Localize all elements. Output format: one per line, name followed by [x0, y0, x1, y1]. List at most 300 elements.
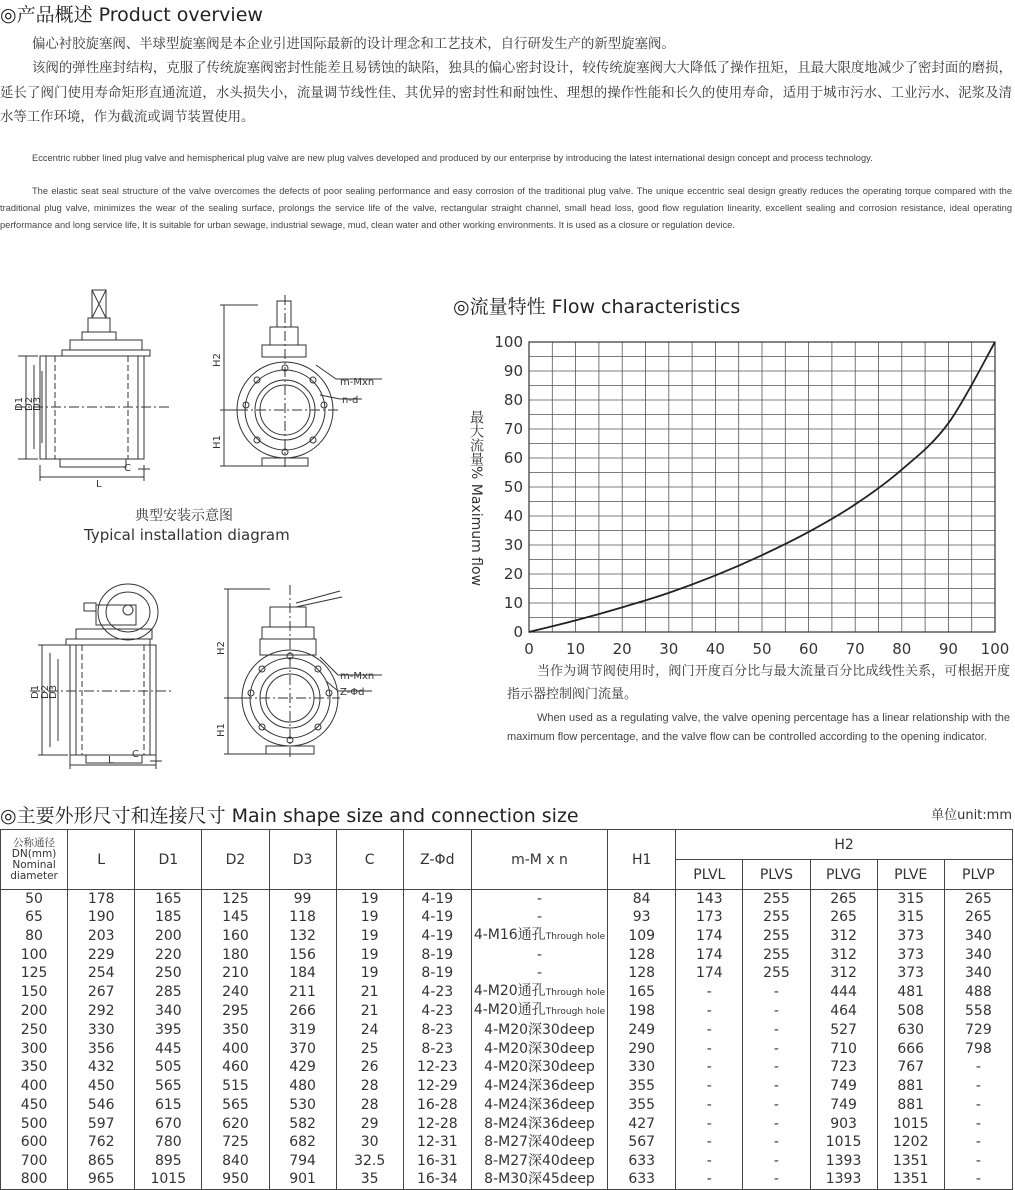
diagram-caption-en: Typical installation diagram	[84, 526, 290, 544]
label-n-d: n-d	[342, 395, 359, 406]
table-row	[1, 1152, 1013, 1171]
cell-z-phi-d: 8-19	[403, 965, 471, 984]
cell-dn: 150	[1, 983, 68, 1002]
cell-L: 267	[68, 983, 135, 1002]
cell-PLVS: 255	[743, 908, 810, 927]
table-row	[1, 890, 1013, 909]
x-tick-label: 10	[566, 640, 586, 658]
cell-D3: 682	[269, 1133, 336, 1152]
cell-D2: 725	[202, 1133, 269, 1152]
label-C: C	[124, 463, 131, 474]
header-D1: D1	[135, 830, 202, 890]
cell-dn: 125	[1, 965, 68, 984]
cell-H1: 198	[608, 1002, 676, 1021]
cell-PLVG: 903	[810, 1115, 877, 1134]
header-D2: D2	[202, 830, 269, 890]
cell-D2: 350	[202, 1021, 269, 1040]
cell-PLVL: -	[676, 1152, 743, 1171]
cell-D2: 950	[202, 1171, 269, 1190]
cell-m-M-x-n	[471, 1115, 607, 1134]
cell-PLVL: 143	[676, 890, 743, 909]
header-L: L	[68, 830, 135, 890]
cell-L: 203	[68, 927, 135, 946]
y-tick-label: 70	[503, 420, 523, 438]
cell-PLVS: -	[743, 1133, 810, 1152]
label-D1: D1	[14, 396, 25, 411]
label-D1-bottom: D1	[30, 684, 41, 699]
cell-PLVE: 481	[877, 983, 944, 1002]
cell-PLVL: -	[676, 1115, 743, 1134]
cell-m-M-x-n-text: -	[536, 965, 543, 982]
cell-PLVP: -	[944, 1096, 1012, 1115]
cell-D1: 165	[135, 890, 202, 909]
cell-C: 24	[336, 1021, 403, 1040]
cell-H1: 84	[608, 890, 676, 909]
cell-PLVE: 881	[877, 1077, 944, 1096]
label-H1-bottom: H1	[216, 723, 227, 737]
cell-D1: 220	[135, 946, 202, 965]
cell-z-phi-d: 16-31	[403, 1152, 471, 1171]
valve-side-view-bottom	[30, 584, 172, 769]
cell-PLVS: 255	[743, 927, 810, 946]
label-m-Mxn: m-Mxn	[340, 377, 375, 388]
overview-title: ◎产品概述 Product overview	[0, 4, 263, 26]
cell-PLVE: 1015	[877, 1115, 944, 1134]
cell-dn: 450	[1, 1096, 68, 1115]
cell-PLVL: -	[676, 1077, 743, 1096]
header-dn-en2: diameter	[10, 869, 58, 882]
table-row	[1, 1115, 1013, 1134]
cell-PLVP: 558	[944, 1002, 1012, 1021]
cell-H1: 330	[608, 1059, 676, 1078]
cell-m-M-x-n	[471, 983, 607, 1002]
cell-H1: 249	[608, 1021, 676, 1040]
cell-C: 29	[336, 1115, 403, 1134]
cell-m-M-x-n	[471, 1040, 607, 1059]
cell-PLVL: 174	[676, 965, 743, 984]
header-nominal-diameter	[1, 830, 68, 890]
cell-D3: 184	[269, 965, 336, 984]
cell-m-M-x-n-text: -	[536, 909, 543, 926]
label-H1: H1	[212, 435, 223, 449]
cell-PLVE: 373	[877, 946, 944, 965]
cell-m-M-x-n-text: 4-M24深36deep	[484, 1096, 595, 1113]
x-tick-label: 100	[980, 640, 1010, 658]
cell-m-M-x-n-text: 4-M20深30deep	[484, 1040, 595, 1057]
x-tick-label: 50	[752, 640, 772, 658]
cell-C: 30	[336, 1133, 403, 1152]
cell-PLVS: 255	[743, 965, 810, 984]
header-PLVE: PLVE	[877, 860, 944, 890]
cell-D3: 370	[269, 1040, 336, 1059]
cell-D3: 319	[269, 1021, 336, 1040]
cell-D1: 1015	[135, 1171, 202, 1190]
cell-D2: 180	[202, 946, 269, 965]
label-D2: D2	[24, 396, 35, 411]
cell-H1: 633	[608, 1152, 676, 1171]
cell-dn: 250	[1, 1021, 68, 1040]
label-D2-bottom: D2	[40, 684, 51, 699]
cell-L: 356	[68, 1040, 135, 1059]
cell-PLVE: 1202	[877, 1133, 944, 1152]
cell-D1: 395	[135, 1021, 202, 1040]
x-tick-label: 20	[612, 640, 632, 658]
cell-dn: 300	[1, 1040, 68, 1059]
label-D3: D3	[32, 396, 43, 411]
cell-C: 21	[336, 983, 403, 1002]
x-tick-label: 70	[845, 640, 865, 658]
cell-PLVS: -	[743, 1115, 810, 1134]
cell-L: 597	[68, 1115, 135, 1134]
table-title: ◎主要外形尺寸和连接尺寸 Main shape size and connection size	[0, 805, 579, 827]
table-row	[1, 908, 1013, 927]
cell-m-M-x-n	[471, 1152, 607, 1171]
cell-PLVP: -	[944, 1152, 1012, 1171]
cell-D3: 429	[269, 1059, 336, 1078]
overview-cn-paragraph-2: 该阀的弹性座封结构，克服了传统旋塞阀密封性能差且易锈蚀的缺陷，独具的偏心密封设计，较传统旋塞阀大大降低了操作扭矩，且最大限度地减少了密封面的磨损，延长了阀门使用寿命矩形直通流道，水头损失小，流量调节线性佳、其优异的密封性和耐蚀性、理想的操作性能和长久的使用寿命，适用于城市污水、工业污水、泥浆及清水等工作环境，作为截流或调节装置使用。	[0, 61, 1012, 125]
cell-dn: 700	[1, 1152, 68, 1171]
cell-D3: 901	[269, 1171, 336, 1190]
cell-C: 19	[336, 927, 403, 946]
cell-D1: 505	[135, 1059, 202, 1078]
cell-PLVE: 373	[877, 965, 944, 984]
flow-description-cn: 当作为调节阀使用时，阀门开度百分比与最大流量百分比成线性关系，可根据开度指示器控制阀门流量。	[507, 664, 1010, 702]
y-tick-label: 80	[503, 391, 523, 409]
cell-C: 21	[336, 1002, 403, 1021]
cell-PLVS: -	[743, 1040, 810, 1059]
label-C-bottom: C	[132, 749, 139, 760]
cell-C: 32.5	[336, 1152, 403, 1171]
cell-D2: 460	[202, 1059, 269, 1078]
cell-L: 450	[68, 1077, 135, 1096]
cell-PLVG: 527	[810, 1021, 877, 1040]
cell-D3: 156	[269, 946, 336, 965]
header-dn-cn: 公称通径	[13, 836, 56, 849]
cell-L: 330	[68, 1021, 135, 1040]
cell-m-M-x-n	[471, 1077, 607, 1096]
cell-PLVS: -	[743, 1152, 810, 1171]
x-tick-label: 0	[524, 640, 534, 658]
table-row	[1, 983, 1013, 1002]
cell-C: 19	[336, 965, 403, 984]
table-row	[1, 965, 1013, 984]
x-tick-label: 80	[892, 640, 912, 658]
cell-PLVG: 749	[810, 1096, 877, 1115]
cell-L: 292	[68, 1002, 135, 1021]
label-Z-Phi-d: Z-Φd	[340, 687, 365, 698]
cell-PLVE: 666	[877, 1040, 944, 1059]
cell-m-M-x-n	[471, 908, 607, 927]
table-row	[1, 1059, 1013, 1078]
cell-D1: 340	[135, 1002, 202, 1021]
cell-PLVE: 881	[877, 1096, 944, 1115]
cell-m-M-x-n	[471, 1096, 607, 1115]
y-tick-label: 10	[503, 594, 523, 612]
cell-PLVP: -	[944, 1077, 1012, 1096]
cell-PLVS: -	[743, 1002, 810, 1021]
y-tick-label: 90	[503, 362, 523, 380]
cell-z-phi-d: 12-23	[403, 1059, 471, 1078]
cell-m-M-x-n	[471, 946, 607, 965]
table-row	[1, 927, 1013, 946]
label-H2: H2	[212, 353, 223, 367]
cell-m-M-x-n-text: 4-M20深30deep	[484, 1022, 595, 1039]
cell-PLVG: 265	[810, 908, 877, 927]
label-m-Mxn-bottom: m-Mxn	[340, 671, 375, 682]
cell-C: 28	[336, 1077, 403, 1096]
dimension-table	[0, 829, 1013, 1190]
cell-PLVG: 265	[810, 890, 877, 909]
cell-PLVP: 265	[944, 890, 1012, 909]
cell-H1: 165	[608, 983, 676, 1002]
cell-PLVP: 340	[944, 927, 1012, 946]
cell-H1: 128	[608, 965, 676, 984]
cell-D3: 211	[269, 983, 336, 1002]
cell-m-M-x-n-note: Through hole	[545, 988, 606, 999]
cell-m-M-x-n-text: 8-M27深40deep	[484, 1134, 595, 1151]
cell-D1: 185	[135, 908, 202, 927]
cell-PLVP: 340	[944, 965, 1012, 984]
cell-z-phi-d: 4-19	[403, 927, 471, 946]
cell-C: 35	[336, 1171, 403, 1190]
cell-D2: 295	[202, 1002, 269, 1021]
cell-D1: 445	[135, 1040, 202, 1059]
cell-m-M-x-n	[471, 1171, 607, 1190]
cell-PLVS: -	[743, 983, 810, 1002]
cell-dn: 600	[1, 1133, 68, 1152]
cell-C: 28	[336, 1096, 403, 1115]
cell-z-phi-d: 4-23	[403, 1002, 471, 1021]
header-H2: H2	[676, 830, 1013, 860]
cell-D3: 266	[269, 1002, 336, 1021]
header-dn-en1: Nominal	[12, 858, 56, 871]
cell-PLVP: 798	[944, 1040, 1012, 1059]
cell-D1: 250	[135, 965, 202, 984]
cell-m-M-x-n-text: 8-M30深45deep	[484, 1171, 595, 1188]
header-PLVG: PLVG	[810, 860, 877, 890]
cell-D2: 145	[202, 908, 269, 927]
cell-PLVG: 749	[810, 1077, 877, 1096]
cell-dn: 800	[1, 1171, 68, 1190]
cell-m-M-x-n	[471, 1021, 607, 1040]
cell-PLVE: 508	[877, 1002, 944, 1021]
cell-PLVE: 767	[877, 1059, 944, 1078]
cell-m-M-x-n	[471, 1133, 607, 1152]
header-dn-mm: DN(mm)	[11, 847, 57, 860]
cell-H1: 355	[608, 1077, 676, 1096]
cell-PLVG: 1393	[810, 1152, 877, 1171]
cell-m-M-x-n	[471, 965, 607, 984]
cell-PLVL: -	[676, 983, 743, 1002]
cell-H1: 109	[608, 927, 676, 946]
cell-PLVL: -	[676, 1171, 743, 1190]
overview-en-paragraph-1: Eccentric rubber lined plug valve and hemispherical plug valve are new plug valves developed and produced by our enterprise by introducing the latest international design concept and process technology.	[32, 153, 873, 163]
cell-D2: 160	[202, 927, 269, 946]
cell-PLVE: 373	[877, 927, 944, 946]
cell-PLVS: 255	[743, 890, 810, 909]
cell-PLVL: 173	[676, 908, 743, 927]
x-tick-label: 60	[799, 640, 819, 658]
x-tick-label: 90	[938, 640, 958, 658]
cell-PLVG: 312	[810, 927, 877, 946]
cell-dn: 500	[1, 1115, 68, 1134]
cell-PLVG: 464	[810, 1002, 877, 1021]
cell-L: 965	[68, 1171, 135, 1190]
cell-m-M-x-n	[471, 927, 607, 946]
x-tick-label: 40	[705, 640, 725, 658]
table-row	[1, 1021, 1013, 1040]
header-PLVL: PLVL	[676, 860, 743, 890]
cell-C: 19	[336, 890, 403, 909]
cell-D2: 240	[202, 983, 269, 1002]
cell-dn: 80	[1, 927, 68, 946]
cell-m-M-x-n	[471, 1059, 607, 1078]
cell-dn: 350	[1, 1059, 68, 1078]
cell-D3: 794	[269, 1152, 336, 1171]
cell-D1: 200	[135, 927, 202, 946]
table-row	[1, 1171, 1013, 1190]
cell-D2: 400	[202, 1040, 269, 1059]
cell-PLVS: -	[743, 1096, 810, 1115]
table-row	[1, 1133, 1013, 1152]
cell-D1: 615	[135, 1096, 202, 1115]
cell-L: 546	[68, 1096, 135, 1115]
cell-z-phi-d: 4-19	[403, 908, 471, 927]
y-tick-label: 100	[494, 333, 523, 351]
cell-m-M-x-n-text: 4-M20通孔	[473, 983, 546, 1000]
y-tick-label: 40	[503, 507, 523, 525]
cell-PLVL: -	[676, 1021, 743, 1040]
cell-D1: 780	[135, 1133, 202, 1152]
cell-PLVP: -	[944, 1171, 1012, 1190]
cell-PLVS: -	[743, 1171, 810, 1190]
cell-D2: 840	[202, 1152, 269, 1171]
cell-dn: 65	[1, 908, 68, 927]
cell-PLVP: 729	[944, 1021, 1012, 1040]
unit-label: 单位unit:mm	[931, 808, 1012, 823]
cell-PLVG: 444	[810, 983, 877, 1002]
cell-PLVS: -	[743, 1059, 810, 1078]
overview-en-paragraph-2: The elastic seat seal structure of the valve overcomes the defects of poor sealing performance and easy corrosion of the traditional plug valve. The unique eccentric seal design greatly reduces the operating torque compared with the traditional plug valve, minimizes the wear of the sealing surface, prolongs the service life of the valve, rectangular straight channel, small head loss, good flow regulation linearity, excellent sealing and corrosion resistance, ideal operating performance and long service life, It is suitable for urban sewage, industrial sewage, mud, clean water and other working environments. It is used as a closure or regulation device.	[0, 186, 1012, 230]
cell-D2: 210	[202, 965, 269, 984]
cell-L: 190	[68, 908, 135, 927]
cell-H1: 427	[608, 1115, 676, 1134]
cell-m-M-x-n-text: -	[536, 890, 543, 907]
cell-dn: 400	[1, 1077, 68, 1096]
cell-D3: 480	[269, 1077, 336, 1096]
cell-m-M-x-n-text: 4-M20通孔	[473, 1002, 546, 1019]
cell-m-M-x-n-text: -	[536, 946, 543, 963]
cell-z-phi-d: 12-31	[403, 1133, 471, 1152]
table-row	[1, 1002, 1013, 1021]
cell-PLVG: 1015	[810, 1133, 877, 1152]
cell-PLVG: 1393	[810, 1171, 877, 1190]
cell-H1: 93	[608, 908, 676, 927]
cell-dn: 100	[1, 946, 68, 965]
y-axis-label: 最大流量% Maximum flow	[468, 410, 484, 587]
cell-PLVL: -	[676, 1096, 743, 1115]
header-C: C	[336, 830, 403, 890]
cell-z-phi-d: 12-29	[403, 1077, 471, 1096]
cell-PLVS: -	[743, 1077, 810, 1096]
cell-D2: 565	[202, 1096, 269, 1115]
cell-H1: 567	[608, 1133, 676, 1152]
cell-PLVG: 312	[810, 965, 877, 984]
cell-PLVE: 1351	[877, 1171, 944, 1190]
label-L-bottom: L	[108, 755, 114, 766]
cell-H1: 290	[608, 1040, 676, 1059]
flow-title: ◎流量特性 Flow characteristics	[453, 296, 741, 318]
cell-dn: 50	[1, 890, 68, 909]
label-L: L	[96, 479, 102, 490]
cell-H1: 633	[608, 1171, 676, 1190]
cell-L: 865	[68, 1152, 135, 1171]
cell-m-M-x-n-text: 8-M27深40deep	[484, 1152, 595, 1169]
cell-m-M-x-n-text: 8-M24深36deep	[484, 1115, 595, 1132]
cell-H1: 128	[608, 946, 676, 965]
cell-m-M-x-n-text: 4-M24深36deep	[484, 1078, 595, 1095]
cell-PLVS: -	[743, 1021, 810, 1040]
cell-z-phi-d: 8-23	[403, 1040, 471, 1059]
cell-L: 432	[68, 1059, 135, 1078]
cell-PLVP: -	[944, 1115, 1012, 1134]
cell-C: 19	[336, 946, 403, 965]
y-tick-label: 20	[503, 565, 523, 583]
label-D3-bottom: D3	[48, 684, 59, 699]
cell-D1: 565	[135, 1077, 202, 1096]
cell-D1: 670	[135, 1115, 202, 1134]
cell-m-M-x-n	[471, 890, 607, 909]
cell-PLVG: 710	[810, 1040, 877, 1059]
diagram-caption-cn: 典型安装示意图	[135, 508, 233, 524]
cell-PLVE: 315	[877, 890, 944, 909]
cell-PLVP: 488	[944, 983, 1012, 1002]
y-tick-label: 50	[503, 478, 523, 496]
cell-dn: 200	[1, 1002, 68, 1021]
flow-characteristics-chart	[460, 330, 1012, 660]
cell-PLVL: -	[676, 1040, 743, 1059]
cell-m-M-x-n	[471, 1002, 607, 1021]
cell-PLVL: -	[676, 1002, 743, 1021]
cell-D2: 620	[202, 1115, 269, 1134]
cell-z-phi-d: 16-34	[403, 1171, 471, 1190]
label-H2-bottom: H2	[216, 641, 227, 655]
cell-L: 762	[68, 1133, 135, 1152]
cell-m-M-x-n-note: Through hole	[545, 931, 606, 942]
cell-PLVG: 723	[810, 1059, 877, 1078]
cell-PLVL: 174	[676, 927, 743, 946]
cell-L: 254	[68, 965, 135, 984]
table-row	[1, 1077, 1013, 1096]
table-row	[1, 1096, 1013, 1115]
cell-C: 26	[336, 1059, 403, 1078]
cell-m-M-x-n-text: 4-M20深30deep	[484, 1059, 595, 1076]
cell-C: 19	[336, 908, 403, 927]
cell-D3: 132	[269, 927, 336, 946]
header-PLVS: PLVS	[743, 860, 810, 890]
cell-PLVL: -	[676, 1133, 743, 1152]
cell-PLVP: -	[944, 1133, 1012, 1152]
cell-z-phi-d: 16-28	[403, 1096, 471, 1115]
cell-H1: 355	[608, 1096, 676, 1115]
cell-L: 229	[68, 946, 135, 965]
header-m-M-x-n: m-M x n	[471, 830, 607, 890]
flow-description-en: When used as a regulating valve, the valve opening percentage has a linear relationship with the maximum flow percentage, and the valve flow can be controlled according to the opening indicator.	[507, 712, 1010, 743]
header-H1: H1	[608, 830, 676, 890]
cell-D3: 582	[269, 1115, 336, 1134]
cell-C: 25	[336, 1040, 403, 1059]
header-Z-Phi-d: Z-Φd	[403, 830, 471, 890]
